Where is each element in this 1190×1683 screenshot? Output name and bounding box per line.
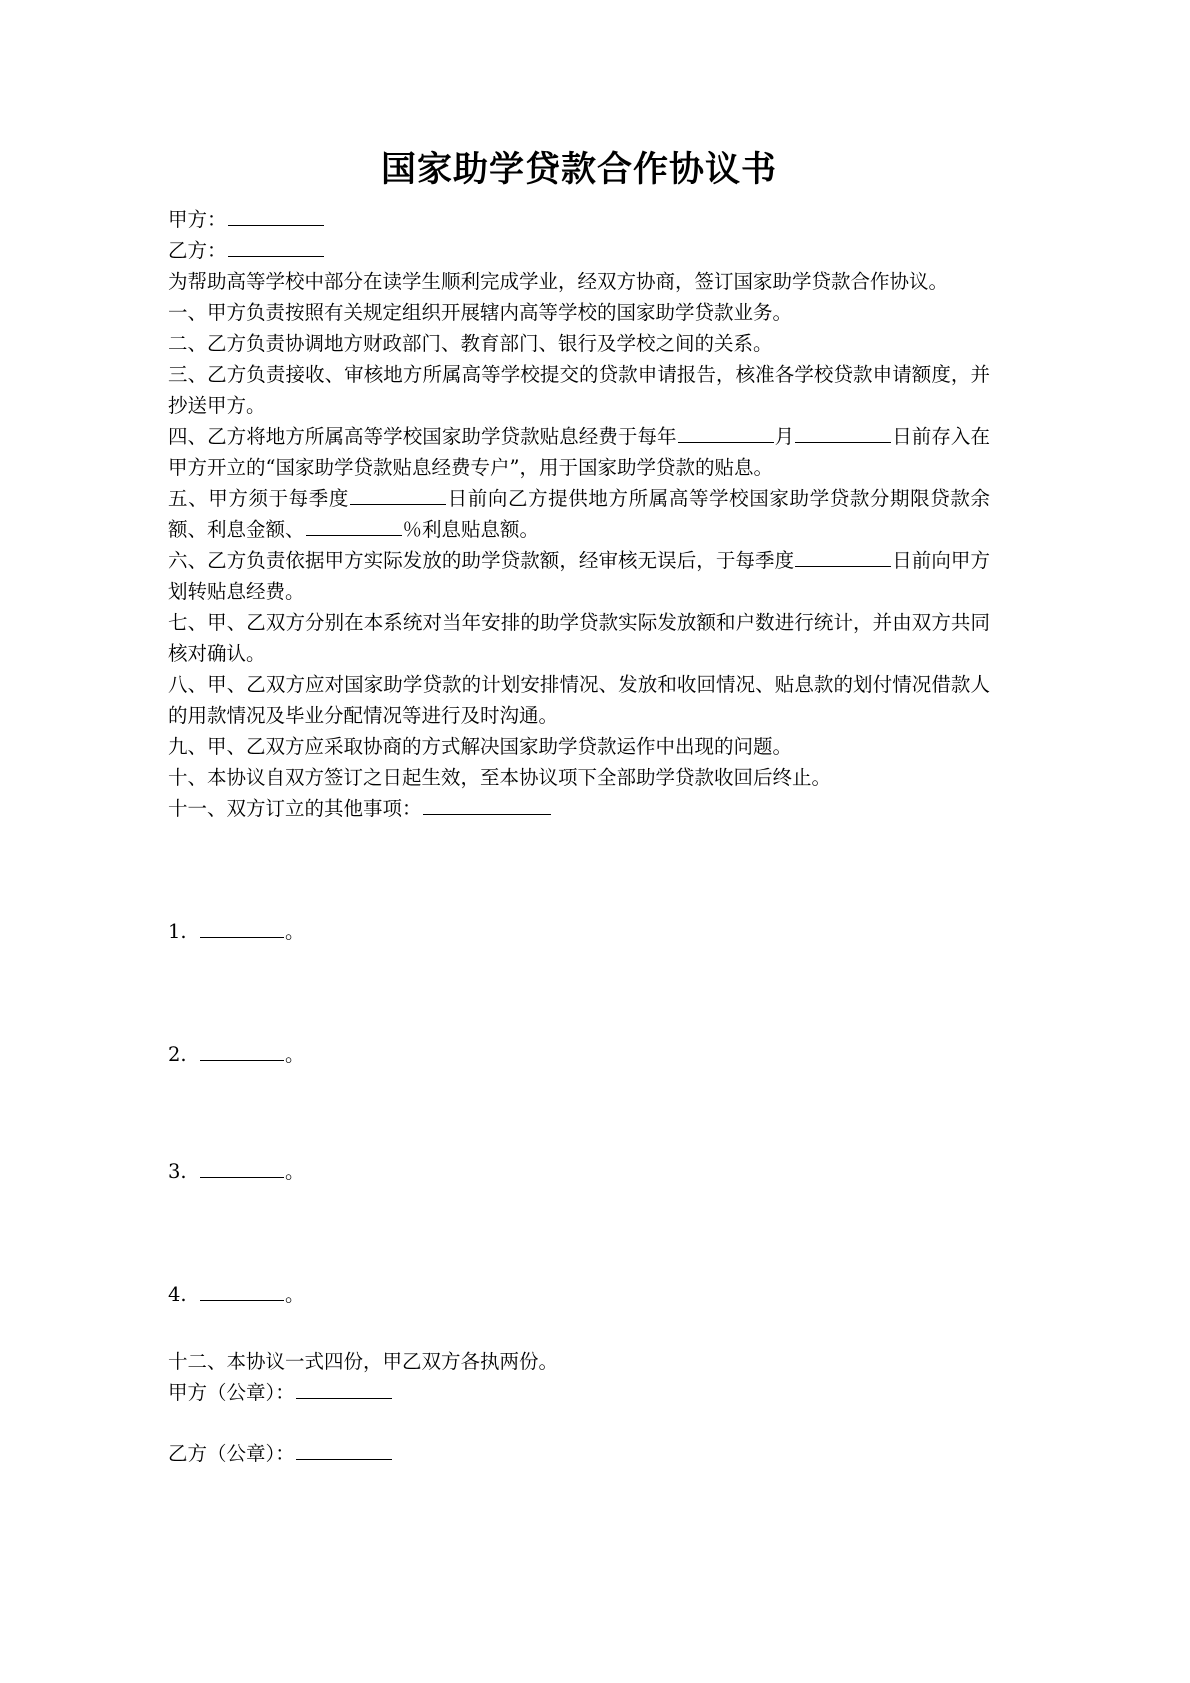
clause-8 — [168, 669, 990, 731]
other-item-4-blank[interactable] — [200, 1282, 284, 1301]
other-item-2-number: 2. — [168, 1042, 187, 1066]
clause-11-text: 双方订立的其他事项： — [226, 796, 422, 820]
clause-7 — [168, 607, 990, 669]
clause-7-marker: 七、 — [168, 610, 208, 634]
spacer-before-item-1 — [168, 824, 990, 916]
clause-5-marker: 五、 — [168, 486, 209, 510]
document-body — [168, 0, 990, 1469]
clause-5-text-1: 甲方须于每季度 — [208, 486, 350, 510]
spacer-before-item-2 — [168, 947, 990, 1039]
clause-5-text-3: ％利息贴息额。 — [402, 517, 540, 541]
other-item-1-terminator: 。 — [285, 919, 305, 943]
signature-party-b-blank[interactable] — [296, 1441, 392, 1460]
other-item-3-blank[interactable] — [200, 1159, 284, 1178]
clause-10 — [168, 762, 990, 793]
clause-4-text-1: 乙方将地方所属高等学校国家助学贷款贴息经费于每年 — [207, 424, 677, 448]
clause-10-text: 本协议自双方签订之日起生效，至本协议项下全部助学贷款收回后终止。 — [207, 765, 832, 789]
signature-party-a — [168, 1377, 990, 1408]
signature-party-b-label: 乙方（公章）： — [168, 1441, 295, 1465]
clause-12-text: 本协议一式四份，甲乙双方各执两份。 — [226, 1349, 559, 1373]
clause-2-text: 乙方负责协调地方财政部门、教育部门、银行及学校之间的关系。 — [207, 331, 773, 355]
party-a-blank[interactable] — [228, 207, 324, 226]
other-item-4-terminator: 。 — [285, 1282, 305, 1306]
clause-5-blank-rate[interactable] — [306, 517, 402, 536]
party-a-label: 甲方： — [168, 207, 227, 231]
clause-3-marker: 三、 — [168, 362, 208, 386]
clause-4-text-3: 日前存入在甲方开立的“国家助学贷款贴息经费专户”，用于国家助学贷款的贴息。 — [168, 424, 990, 479]
spacer-before-clause-12 — [168, 1310, 990, 1346]
clause-4-text-2: 月 — [774, 424, 795, 448]
clause-1 — [168, 297, 990, 328]
clause-11-marker: 十一、 — [168, 796, 227, 820]
clause-8-marker: 八、 — [168, 672, 208, 696]
spacer-before-item-4 — [168, 1187, 990, 1279]
clause-3 — [168, 359, 990, 421]
clause-5 — [168, 483, 990, 545]
clause-6-text-2: 日前向甲方划转贴息经费。 — [168, 548, 990, 603]
clause-8-text: 甲、乙双方应对国家助学贷款的计划安排情况、发放和收回情况、贴息款的划付情况借款人的用款情况及毕业分配情况等进行及时沟通。 — [168, 672, 990, 727]
other-item-1 — [168, 916, 990, 947]
preamble-paragraph: 为帮助高等学校中部分在读学生顺利完成学业，经双方协商，签订国家助学贷款合作协议。 — [168, 269, 949, 293]
other-item-2 — [168, 1039, 990, 1070]
party-b-line — [168, 235, 990, 266]
clause-2 — [168, 328, 990, 359]
signature-party-a-blank[interactable] — [296, 1380, 392, 1399]
clause-11 — [168, 793, 990, 824]
other-item-3 — [168, 1156, 990, 1187]
clause-2-marker: 二、 — [168, 331, 208, 355]
party-a-line — [168, 204, 990, 235]
clause-5-text-2: 日前向乙方提供地方所属高等学校国家助学贷款分期限贷款余额、利息金额、 — [168, 486, 990, 541]
clause-6-marker: 六、 — [168, 548, 208, 572]
clause-4-marker: 四、 — [168, 424, 208, 448]
clause-10-marker: 十、 — [168, 765, 208, 789]
clause-6 — [168, 545, 990, 607]
clause-3-text: 乙方负责接收、审核地方所属高等学校提交的贷款申请报告，核准各学校贷款申请额度，并抄送甲方。 — [168, 362, 990, 417]
clause-9 — [168, 731, 990, 762]
other-item-2-terminator: 。 — [285, 1042, 305, 1066]
clause-4-blank-month[interactable] — [678, 424, 774, 443]
page-title: 国家助学贷款合作协议书 — [380, 150, 777, 190]
signature-party-a-label: 甲方（公章）： — [168, 1380, 295, 1404]
clause-9-marker: 九、 — [168, 734, 208, 758]
clause-12-marker: 十二、 — [168, 1349, 227, 1373]
clause-4-blank-day[interactable] — [795, 424, 891, 443]
party-b-blank[interactable] — [228, 238, 324, 257]
clause-9-text: 甲、乙双方应采取协商的方式解决国家助学贷款运作中出现的问题。 — [207, 734, 793, 758]
clause-7-text: 甲、乙双方分别在本系统对当年安排的助学贷款实际发放额和户数进行统计，并由双方共同核对确认。 — [168, 610, 990, 665]
clause-6-text-1: 乙方负责依据甲方实际发放的助学贷款额，经审核无误后，于每季度 — [207, 548, 795, 572]
spacer-before-item-3 — [168, 1070, 990, 1156]
other-item-1-number: 1. — [168, 919, 187, 943]
clause-11-blank-other-terms[interactable] — [423, 796, 551, 815]
party-b-label: 乙方： — [168, 238, 227, 262]
other-item-4 — [168, 1279, 990, 1310]
clause-1-marker: 一、 — [168, 300, 208, 324]
clause-1-text: 甲方负责按照有关规定组织开展辖内高等学校的国家助学贷款业务。 — [207, 300, 793, 324]
other-item-3-number: 3. — [168, 1159, 187, 1183]
clause-4 — [168, 421, 990, 483]
clause-5-blank-date[interactable] — [350, 486, 446, 505]
clause-6-blank-date[interactable] — [795, 548, 891, 567]
spacer-between-signatures — [168, 1408, 990, 1438]
other-item-3-terminator: 。 — [285, 1159, 305, 1183]
signature-party-b — [168, 1438, 990, 1469]
other-item-4-number: 4. — [168, 1282, 187, 1306]
clause-12 — [168, 1346, 990, 1377]
other-item-1-blank[interactable] — [200, 919, 284, 938]
other-item-2-blank[interactable] — [200, 1042, 284, 1061]
